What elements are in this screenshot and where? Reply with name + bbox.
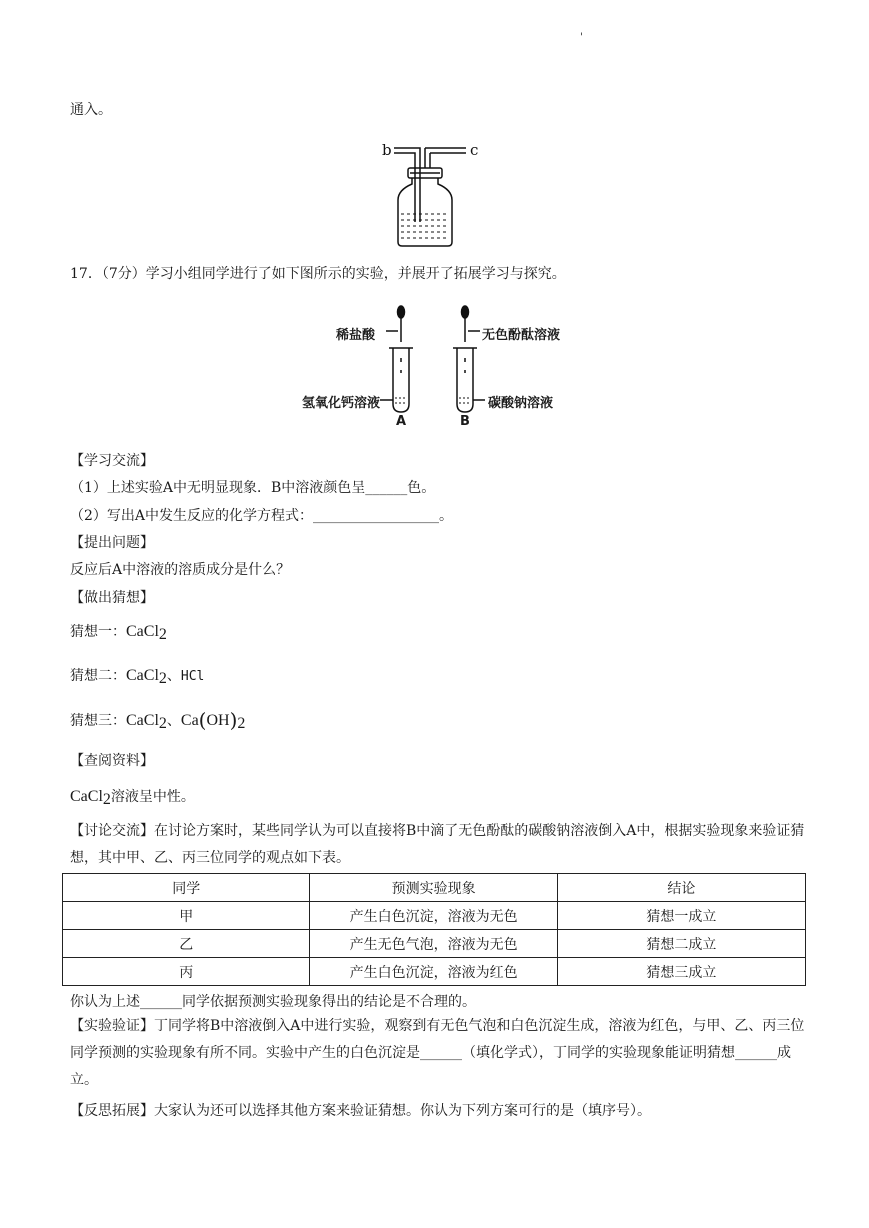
label-phenolphthalein: 无色酚酞溶液 xyxy=(482,328,561,343)
discussion-paragraph: 【讨论交流】在讨论方案时，某些同学认为可以直接将B中滴了无色酚酞的碳酸钠溶液倒入A中，根据实验现象来验证猜想，其中甲、乙、丙三位同学的观点如下表。 xyxy=(70,823,805,866)
label-calcium-hydroxide: 氢氧化钙溶液 xyxy=(302,396,381,411)
table-cell: 猜想一成立 xyxy=(557,902,805,930)
table-cell: 猜想二成立 xyxy=(557,930,805,958)
table-header: 结论 xyxy=(557,874,805,902)
question-1: （1）上述实验A中无明显现象．B中溶液颜色呈______色。 xyxy=(70,480,436,496)
label-tube-b: B xyxy=(460,414,470,429)
section-guess: 【做出猜想】 xyxy=(70,590,154,606)
table-cell: 猜想三成立 xyxy=(557,958,805,986)
table-cell: 乙 xyxy=(63,930,310,958)
after-table-line: 你认为上述______同学依据预测实验现象得出的结论是不合理的。 xyxy=(70,994,476,1010)
test-tubes-figure xyxy=(290,300,590,432)
guess-2: 猜想二：CaCl$_2$、HCl xyxy=(70,667,205,687)
section-data: 【查阅资料】 xyxy=(70,753,154,769)
top-mark: ' xyxy=(580,32,583,43)
table-header-row xyxy=(63,874,806,902)
prediction-table xyxy=(62,873,806,986)
label-tube-a: A xyxy=(396,414,407,429)
table-cell: 产生无色气泡，溶液为无色 xyxy=(310,930,557,958)
table-cell: 产生白色沉淀，溶液为无色 xyxy=(310,902,557,930)
verify-paragraph: 【实验验证】丁同学将B中溶液倒入A中进行实验，观察到有无色气泡和白色沉淀生成，溶液为红色，与甲、乙、丙三位同学预测的实验现象有所不同。实验中产生的白色沉淀是______（填化学式），丁同学的实验现象能证明猜想______成立。 xyxy=(70,1018,805,1088)
section-learning: 【学习交流】 xyxy=(70,453,154,469)
table-cell: 丙 xyxy=(63,958,310,986)
table-cell: 甲 xyxy=(63,902,310,930)
guess-1: 猜想一：CaCl$_2$ xyxy=(70,623,167,643)
table-cell: 产生白色沉淀，溶液为红色 xyxy=(310,958,557,986)
data-line: CaCl$_2$溶液呈中性。 xyxy=(70,788,195,808)
table-row xyxy=(63,930,806,958)
question-text: 反应后A中溶液的溶质成分是什么？ xyxy=(70,562,291,578)
section-question: 【提出问题】 xyxy=(70,535,154,551)
table-row xyxy=(63,902,806,930)
label-sodium-carbonate: 碳酸钠溶液 xyxy=(488,396,554,411)
guess-3: 猜想三：CaCl$_2$、$Ca(OH)_2$ xyxy=(70,708,246,732)
question-17-intro: 17．（7分）学习小组同学进行了如下图所示的实验，并展开了拓展学习与探究。 xyxy=(70,266,566,282)
gas-washing-bottle-figure xyxy=(380,138,490,250)
text-line-tongru: 通入。 xyxy=(70,102,112,118)
reflect-line: 【反思拓展】大家认为还可以选择其他方案来验证猜想。你认为下列方案可行的是（填序号）。 xyxy=(70,1103,651,1119)
table-row xyxy=(63,958,806,986)
label-b: b xyxy=(382,141,392,159)
label-dilute-hcl: 稀盐酸 xyxy=(336,328,376,343)
label-c: c xyxy=(470,141,479,159)
question-2: （2）写出A中发生反应的化学方程式：__________________。 xyxy=(70,508,454,524)
table-header: 同学 xyxy=(63,874,310,902)
table-header: 预测实验现象 xyxy=(310,874,557,902)
